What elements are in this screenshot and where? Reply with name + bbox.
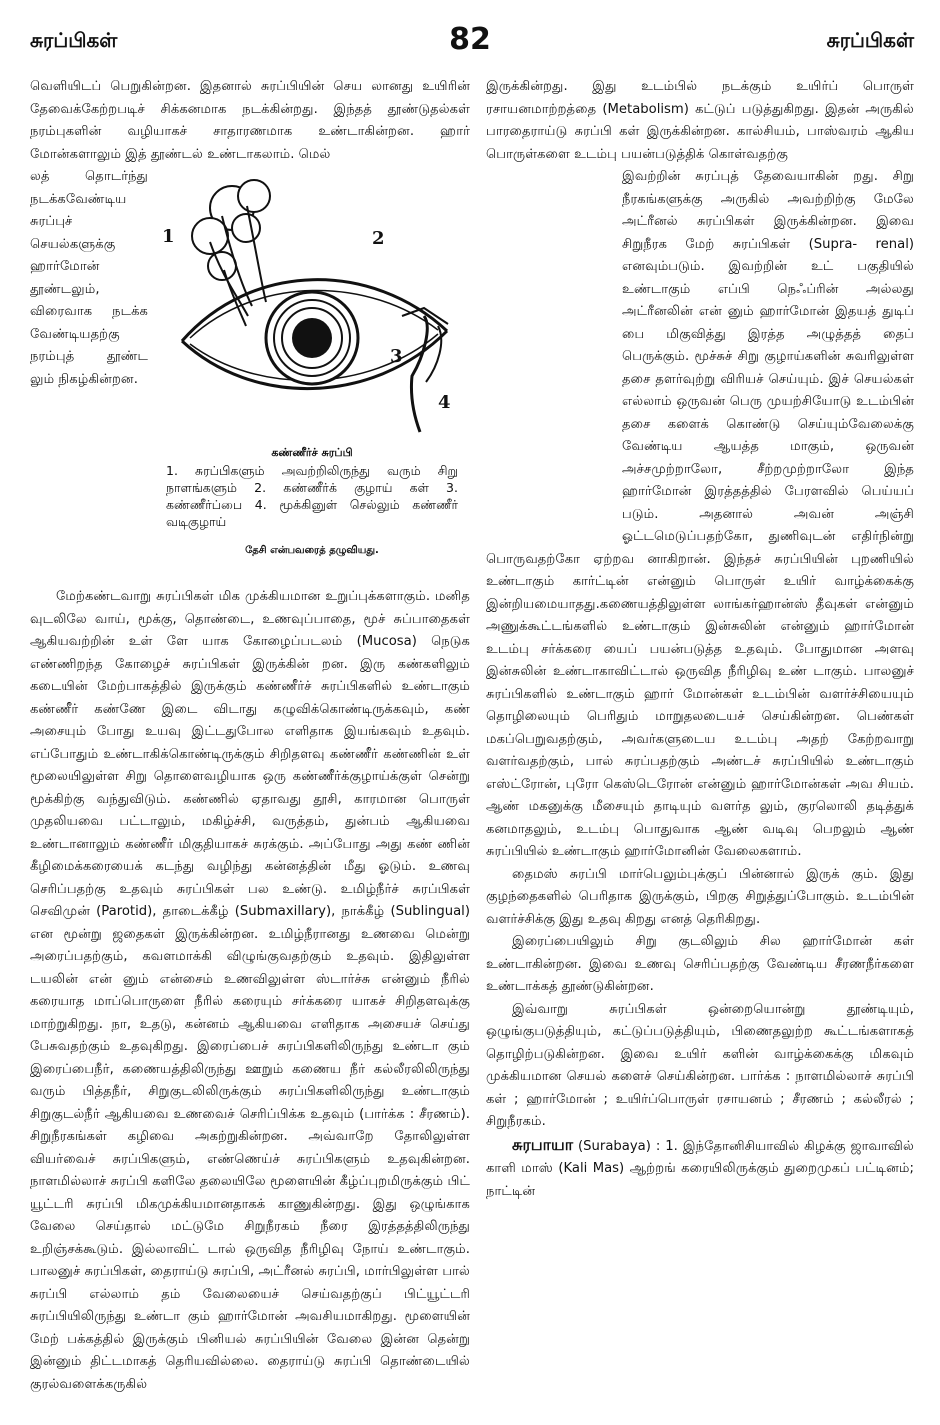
figure-overlap-space xyxy=(486,166,622,543)
left-paragraph-1-end: லத் தொடர்ந்து நடக்கவேண்டிய சுரப்புச் செயல்களுக்கு ஹார்மோன் தூண்டலும், விரைவாக நடக்க வேண்டியதற்கு நரம்புத் தூண்ட லும் நிகழ்கின்றன. xyxy=(30,169,148,387)
left-paragraph-2: மேற்கண்டவாறு சுரப்பிகள் மிக முக்கியமான உறுப்புக்களாகும். மனித வுடலிலே வாய், மூக்கு, தொண்டை, உணவுப்பாதை, மூச் சுப்பாதைகள் ஆகியவற்றின் உள் ளே யாக கோழைப்படலம் (Mucosa) நெடுக எண்ணிறந்த கோழைச் சுரப்பிகள் இருக்கின் றன. இரு கண்களிலும் கடையின் மேற்பாகத்தில் இருக்கும் கண்ணீர்ச் சுரப்பிகளில் உண்டாகும் கண்ணீர் கண்ணே இடை விடாது கழுவிக்கொண்டிருக்கவும், கண் அசையும் போது உயவு இட்டதுபோல எளிதாக இயங்கவும் உதவும். எப்போதும் உண்டாகிக்கொண்டிருக்கும் சிறிதளவு கண்ணீர் கண்ணின் உள் மூலையிலுள்ள சிறு தொளைவழியாக ஒரு கண்ணீர்க்குழாய்க்குள் சென்று மூக்கிற்கு வந்துவிடும். கண்ணில் ஏதாவது தூசி, காரமான பொருள் முதலியவை பட்டாலும், மகிழ்ச்சி, வருத்தம், துன்பம் ஆகியவை உண்டானாலும் கண்ணீர் மிகுதியாகச் சுரக்கும். அப்போது அது கண் ணின் கீழிமைக்கரையைக் கடந்து வழிந்து கன்னத்தின் மீது ஓடும். உணவு செரிப்பதற்கு உதவும் சுரப்பிகள் பல உண்டு. உமிழ்நீர்ச் சுரப்பிகள் செவிமுன் (Parotid), தாடைக்கீழ் (Submaxillary), நாக்கீழ் (Sublingual) என மூன்று ஜதைகள் இருக்கின்றன. உமிழ்நீரானது உணவை மென்று அரைப்பதற்கும், கவளமாக்கி விழுங்குவதற்கும் உதவும். இதிலுள்ள டயலின் என் னும் என்சைம் உணவிலுள்ள ஸ்டார்ச்சு என்னும் நீரில் கரையாத மாப்பொருளை நீரில் கரையும் சர்க்கரை யாகச் சிறிதளவுக்கு மாற்றுகிறது. நா, உதடு, கன்னம் ஆகியவை எளிதாக அசையச் செய்து பேசுவதற்கும் உதவுகிறது. இரைப்பைச் சுரப்பிகளிலிருந்து உண்டா கும் இரைப்பைநீர், கணையத்திலிருந்து ஊறும் கணைய நீர் கல்லீரலிலிருந்து வரும் பித்தநீர், சிறுகுடலிலிருக்கும் சுரப்பிகளிலிருந்து உண்டாகும் சிறுகுடல்நீர் ஆகியவை உணவைச் செரிப்பிக்க உதவும் (பார்க்க : சீரணம்). சிறுநீரகங்கள் கழிவை அகற்றுகின்றன. அவ்வாறே தோலிலுள்ள வியர்வைச் சுரப்பிகளும், எண்ணெய்ச் சுரப்பிகளும் உதவுகின்றன. நாளமில்லாச் சுரப்பி களிலே தலையிலே மூளையின் கீழ்ப்புறமிருக்கும் பிட் யூட்டரி சுரப்பி மிகமுக்கியமானதாகக் காணுகின்றது. இது ஒழுங்காக வேலை செய்தால் மட்டுமே சிறுநீரகம் நீரை இரத்தத்திலிருந்து உறிஞ்சக்கூடும். இல்லாவிட் டால் ஒருவித நீரிழிவு நோய் உண்டாகும். பாலனுச் சுரப்பிகள், தைராய்டு சுரப்பி, அட்ரீனல் சுரப்பி, மார்பிலுள்ள பால் சுரப்பி எல்லாம் தம் வேலையைச் செய்வதற்குப் பிட்யூட்டரி சுரப்பியிலிருந்து உண்டா கும் ஹார்மோன் அவசியமாகிறது. மூளையின் மேற் பக்கத்தில் இருக்கும் பினியல் சுரப்பியின் வேலை இன்ன தென்று இன்னும் திட்டமாகத் தெரியவில்லை. தைராய்டு சுரப்பி தொண்டையில் குரல்வளைக்கருகில் xyxy=(30,589,470,1392)
left-column xyxy=(30,76,470,1396)
eye-illustration xyxy=(162,166,462,436)
figure-label-4: 4 xyxy=(438,392,451,413)
right-column xyxy=(486,76,914,1203)
figure-label-2: 2 xyxy=(372,228,385,249)
running-head-right: சுரப்பிகள் xyxy=(826,28,914,52)
page-number: 82 xyxy=(449,22,491,57)
running-head-left: சுரப்பிகள் xyxy=(30,28,118,52)
right-paragraph-3: இரைப்பையிலும் சிறு குடலிலும் சில ஹார்மோன் கள் உண்டாகின்றன. இவை உணவு செரிப்பதற்கு வேண்டிய சீரணநீர்களை உண்டாக்கத் தூண்டுகின்றன. xyxy=(486,934,914,994)
encyclopedia-entry-surabaya xyxy=(486,1134,914,1204)
figure-title: கண்ணீர்ச் சுரப்பி xyxy=(271,446,353,459)
figure-credit: தேசி என்பவரைத் தழுவியது. xyxy=(245,545,379,556)
right-paragraph-2: தைமஸ் சுரப்பி மார்பெலும்புக்குப் பின்னால் இருக் கும். இது குழந்தைகளில் பெரிதாக இருக்கும், பிறகு சிறுத்துப்போகும். உடம்பின் வளர்ச்சிக்கு இது உதவு கிறது எனத் தெரிகிறது. xyxy=(486,866,914,927)
tear-duct-shape xyxy=(411,316,427,432)
figure-label-1: 1 xyxy=(162,226,175,247)
entry-headword: சுரபாயா xyxy=(512,1134,574,1154)
figure-label-3: 3 xyxy=(390,346,403,367)
right-paragraph-4: இவ்வாறு சுரப்பிகள் ஒன்றையொன்று தூண்டியும், ஒழுங்குபடுத்தியும், கட்டுப்படுத்தியும், பிணைதலுற்ற கூட்டங்களாகத் தொழிற்படுகின்றன. இவை உயிர் களின் வாழ்க்கைக்கு மிகவும் முக்கியமான செயல் களைச் செய்கின்றன. பார்க்க : நாளமில்லாச் சுரப்பி கள் ; ஹார்மோன் ; உயிர்ப்பொருள் ரசாயனம் ; சீரணம் ; கல்லீரல் ; சிறுநீரகம். xyxy=(486,1001,914,1129)
pupil-shape xyxy=(292,318,332,358)
right-paragraph-1-end: இவற்றின் சுரப்புத் தேவையாகின் றது. சிறு நீரகங்களுக்கு அருகில் அவற்றிற்கு மேலே அட்ரீனல் சுரப்பிகள் இருக்கின்றன. இவை சிறுநீரக மேற் சுரப்பிகள் (Supra- renal) எனவும்படும். இவற்றின் உட் பகுதியில் உண்டாகும் எப்பி நெஃப்ரின் அல்லது அட்ரீனலின் என் னும் ஹார்மோன் இதயத் துடிப் பை மிகுவித்து இரத்த அழுத்தத் தைப் பெருக்கும். மூச்சுச் சிறு குழாய்களின் சுவரிலுள்ள தசை தளர்வுற்று விரியச் செய்யும். இச் செயல்கள் எல்லாம் ஒருவன் பெரு முயற்சியோடு உடம்பின் தசை களைக் கொண்டு செய்யும்வேலைக்கு வேண்டிய ஆயத்த மாகும், ஒருவன் அச்சமுற்றாலோ, சீற்றமுற்றாலோ இந்த ஹார்மோன் இரத்தத்தில் பேரளவில் பெய்யப் படும். அதனால் அவன் அஞ்சி ஓட்டமெடுப்பதற்கோ, துணிவுடன் எதிர்நின்று பொருவதற்கோ ஏற்றவ னாகிறான். இந்தச் சுரப்பியின் புறணியில் உண்டாகும் கார்ட்டின் என்னும் பொருள் உயிர் வாழ்க்கைக்கு இன்றியமையாதது.கணையத்திலுள்ள லாங்கர்ஹான்ஸ் தீவுகள் என்னும் அணுக்கூட்டங்களில் உண்டாகும் இன்சுலின் என்னும் ஹார்மோன் உடம்பு சர்க்கரை யைப் பயன்படுத்த உதவும். போதுமான அளவு இன்சுலின் உண்டாகாவிட்டால் ஒருவித நீரிழிவு உண் டாகும். பாலனுச் சுரப்பிகளில் உண்டாகும் ஹார் மோன்கள் உடம்பின் வளர்ச்சியையும் தொழிலையும் பெரிதும் மாறுதலடையச் செய்கின்றன. பெண்கள் மகப்பெறுவதற்கும், அவர்களுடைய உடம்பு அதற் கேற்றவாறு வளர்வதற்கும், பால் சுரப்பதற்கும் அண்டச் சுரப்பியில் உண்டாகும் எஸ்ட்ரோன், புரோ கெஸ்டெரோன் என்னும் ஹார்மோன்கள் அவ சியம். ஆண் மகனுக்கு மீசையும் தாடியும் வளர்த லும், குரலொலி தடித்துக் கனமாதலும், உடம்பு பொதுவாக ஆண் வடிவு பெறலும் ஆண் சுரப்பியில் உண்டாகும் ஹார்மோனின் வேலைகளாம். xyxy=(486,169,914,859)
lacrimal-gland-figure xyxy=(152,166,470,586)
left-paragraph-1-start: வெளியிடப் பெறுகின்றன. இதனால் சுரப்பியின் செய லானது உயிரின் தேவைக்கேற்றபடிச் சிக்கனமாக நடக்கின்றது. இந்தத் தூண்டுதல்கள் நரம்புகளின் வழியாகச் சாதாரணமாக உண்டாகின்றன. ஹார் மோன்களாலும் இத் தூண்டல் உண்டாகலாம். மெல் xyxy=(30,79,470,162)
entry-body: (Surabaya) : 1. இந்தோனிசியாவில் கிழக்கு ஜாவாவில் காளி மாஸ் (Kali Mas) ஆற்றங் கரையிலிருக்கும் துறைமுகப் பட்டினம்; நாட்டின் xyxy=(486,1138,914,1199)
page-header xyxy=(0,22,940,68)
right-paragraph-1-start: இருக்கின்றது. இது உடம்பில் நடக்கும் உயிர்ப் பொருள் ரசாயனமாற்றத்தை (Metabolism) கட்டுப் படுத்துகிறது. இதன் அருகில் பாரதைராய்டு சுரப்பி கள் இருக்கின்றன. கால்சியம், பாஸ்வரம் ஆகிய பொருள்களை உடம்பு பயன்படுத்திக் கொள்வதற்கு xyxy=(486,79,914,162)
figure-caption: 1. சுரப்பிகளும் அவற்றிலிருந்து வரும் சிறு நாளங்களும் 2. கண்ணீர்க் குழாய் கள் 3. கண்ணீர்ப்பை 4. மூக்கினுள் செல்லும் கண்ணீர் வடிகுழாய் xyxy=(166,463,458,529)
